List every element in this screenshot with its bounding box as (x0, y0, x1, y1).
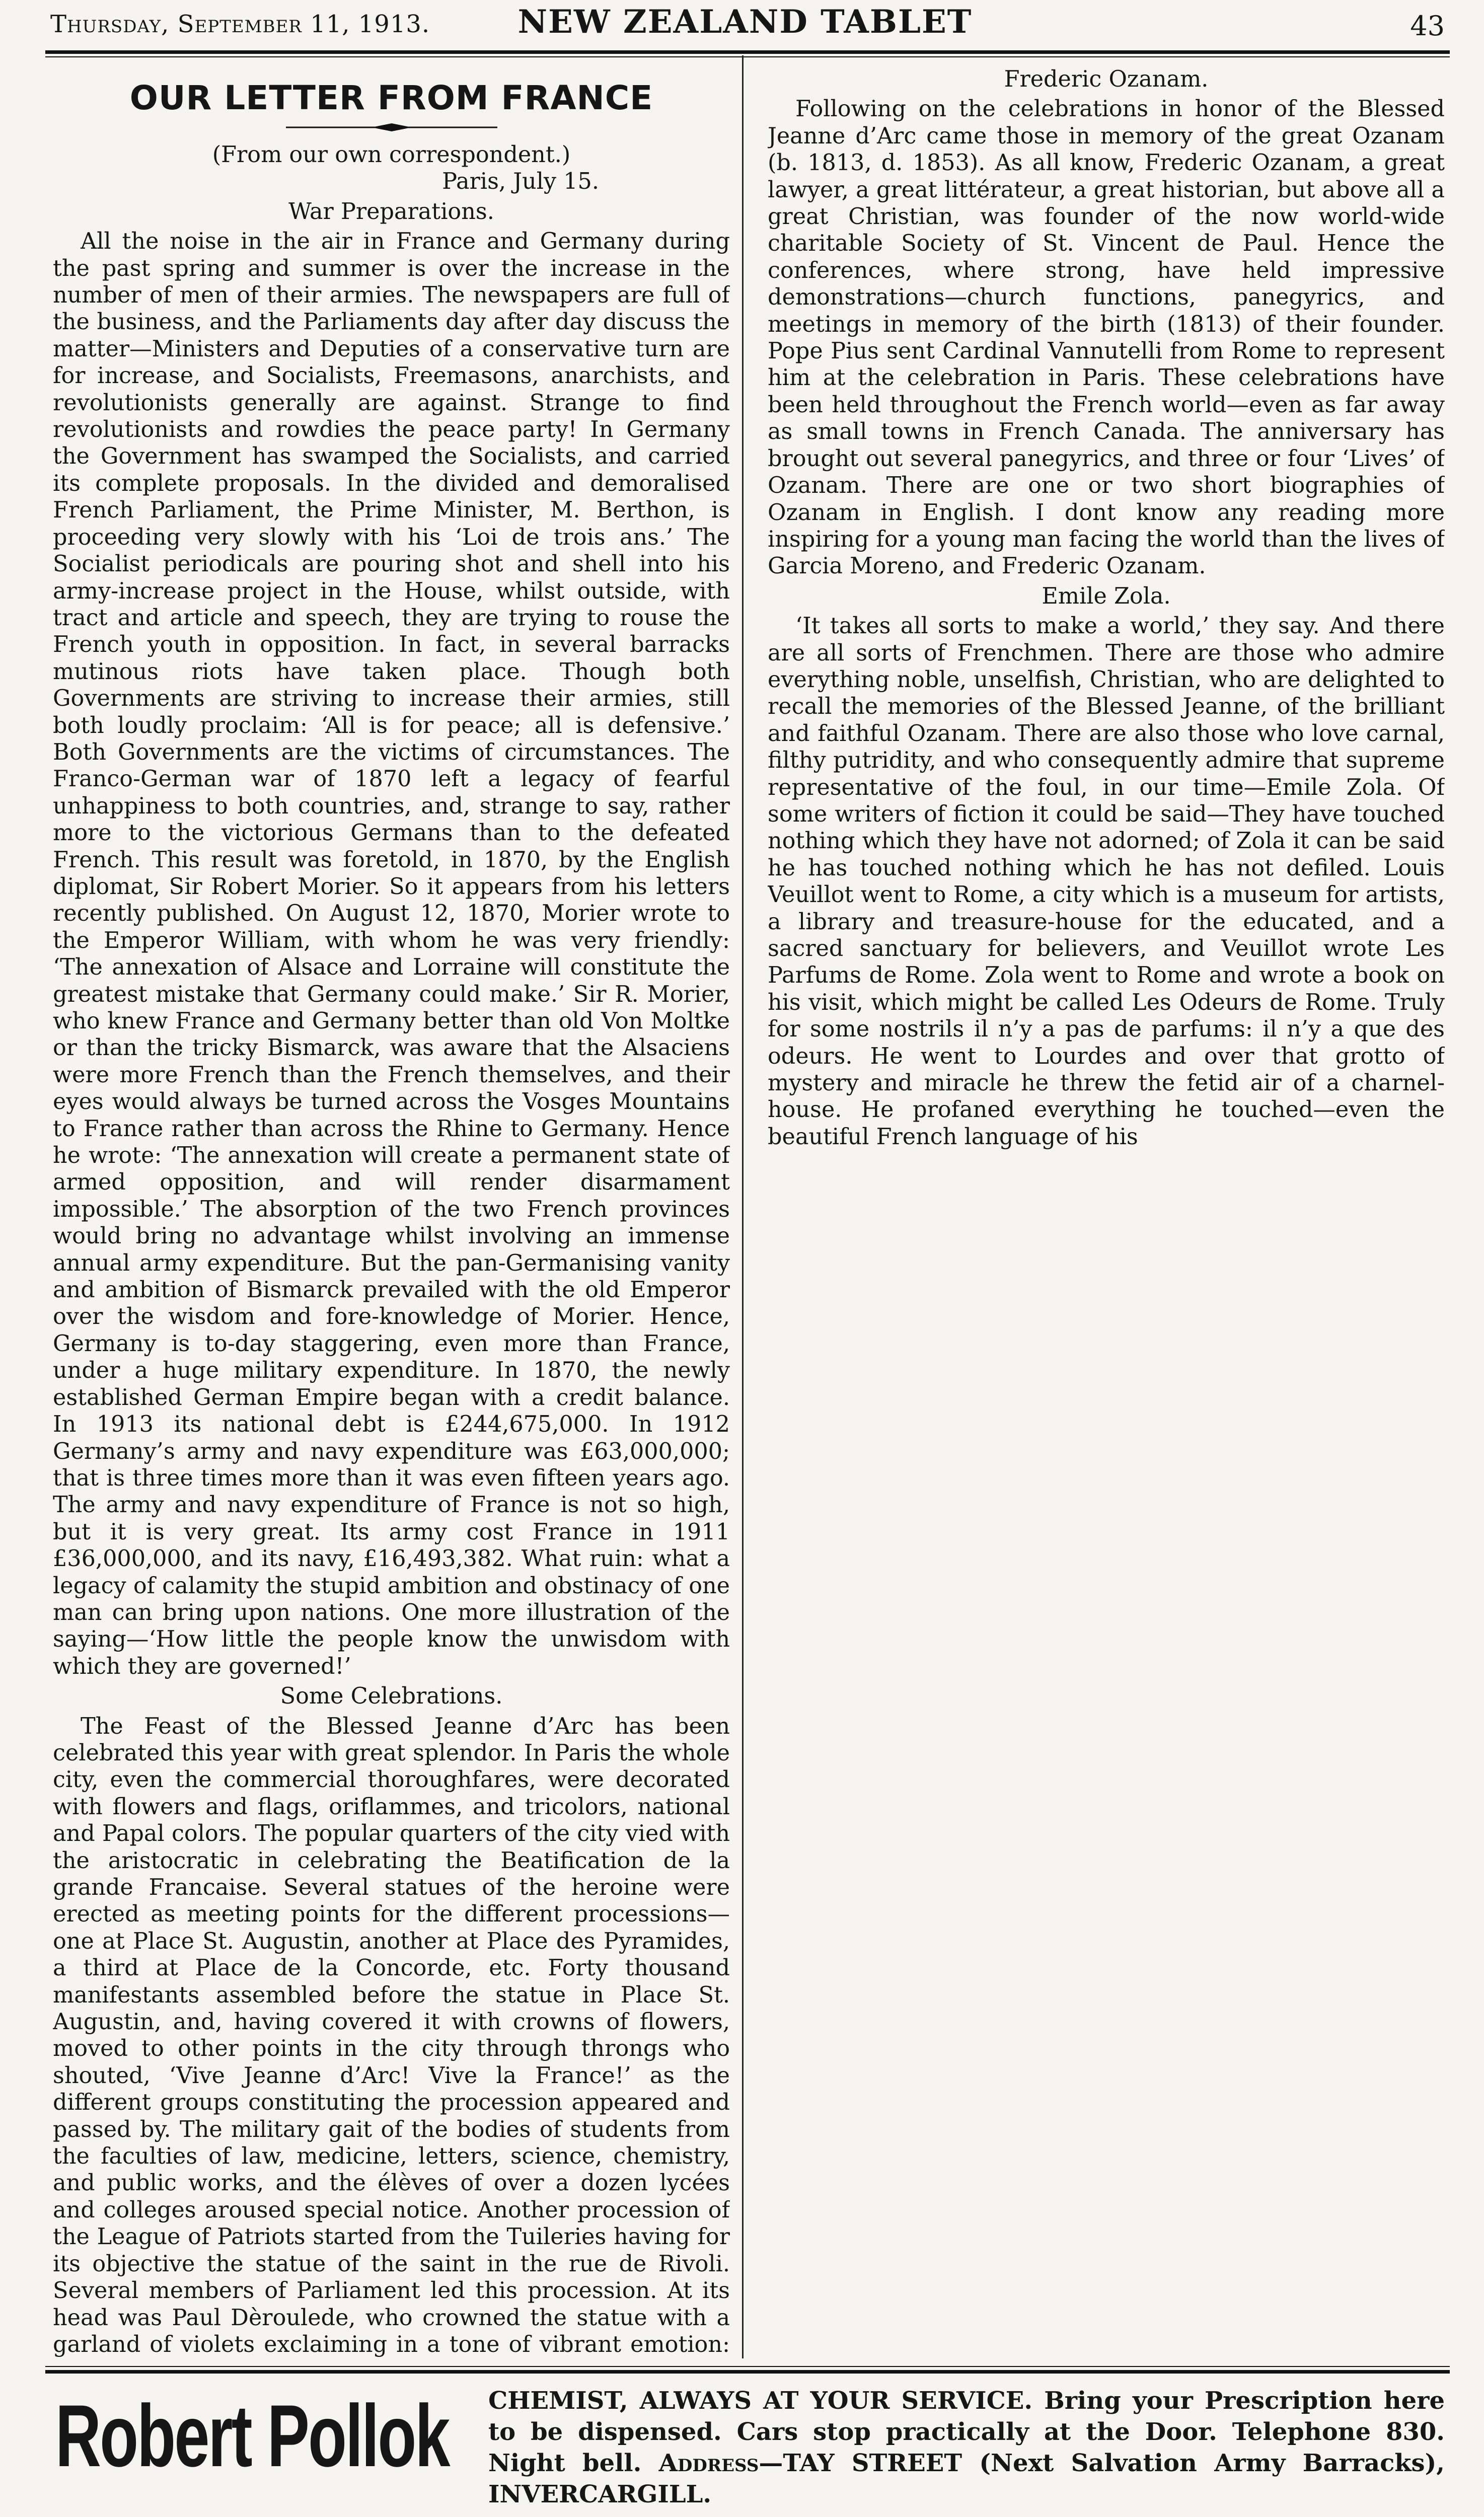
advertisement (45, 2376, 1450, 2512)
advert-rule-top (45, 2366, 1450, 2367)
advert-address-label: Address (658, 2449, 759, 2477)
column-right (768, 63, 1445, 2358)
newspaper-title: NEW ZEALAND TABLET (517, 3, 973, 41)
page-number: 43 (1410, 10, 1445, 42)
article-paragraph: All the noise in the air in France and Germany during the past spring and summer is over the increase in the number of men of their armies. The newspapers are full of the business, and the Parliaments day after day discuss the matter—Ministers and Deputies of a conservative turn are for increase, and Socialists, Freemasons, anarchists, and revolutionists generally are against. Strange to find revolutionists and rowdies the peace party! In Germany the Government has swamped the Socialists, and carried its complete proposals. In the divided and demoralised French Parliament, the Prime Minister, M. Berthon, is proceeding very slowly with his ‘Loi de trois ans.’ The Socialist periodicals are pouring shot and shell into his army-increase project in the House, whilst outside, with tract and article and speech, they are trying to rouse the French youth in opposition. In fact, in several barracks mutinous riots have taken place. Though both Governments are striving to increase their armies, still both loudly proclaim: ‘All is for peace; all is defensive.’ Both Governments are the victims of circumstances. The Franco-German war of 1870 left a legacy of fearful unhappiness to both countries, and, strange to say, rather more to the victorious Germans than to the defeated French. This result was foretold, in 1870, by the English diplomat, Sir Robert Morier. So it appears from his letters recently published. On August 12, 1870, Morier wrote to the Emperor William, with whom he was very friendly: ‘The annexation of Alsace and Lorraine will constitute the greatest mistake that Germany could make.’ Sir R. Morier, who knew France and Germany better than old Von Moltke or than the tricky Bismarck, was aware that the Alsaciens were more French than the French themselves, and their eyes would always be turned across the Vosges Mountains to France rather than across the Rhine to Germany. Hence he wrote: ‘The annexation will create a permanent state of armed opposition, and will render disarmament impossible.’ The absorption of the two French provinces would bring no advantage whilst involving an immense annual army expenditure. But the pan-Germanising vanity and ambition of Bismarck prevailed with the old Emperor over the wisdom and fore-knowledge of Morier. Hence, Germany is to-day staggering, even more than France, under a huge military expenditure. In 1870, the newly established German Empire began with a credit balance. In 1913 its national debt is £244,675,000. In 1912 Germany’s army and navy expenditure was £63,000,000; that is three times more than it was even fifteen years ago. The army and navy expenditure of France is not so high, but it is very great. Its army cost France in 1911 £36,000,000, and its navy, £16,493,382. What ruin: what a legacy of calamity the stupid ambition and obstinacy of one man can bring upon nations. One more illustration of the saying—‘How little the people know the unwisdom with which they are governed!’ (53, 229, 730, 1679)
article-paragraph: ‘It takes all sorts to make a world,’ they say. And there are all sorts of Frenchmen. There are those who admire everything noble, unselfish, Christian, who are delighted to recall the memories of the Blessed Jeanne, of the brilliant and faithful Ozanam. There are also those who love carnal, filthy putridity, and who consequently admire that supreme representative of the foul, in our time—Emile Zola. Of some writers of fiction it could be said—They have touched nothing which they have not adorned; of Zola it can be said he has touched nothing which he has not defiled. Louis Veuillot went to Rome, a city which is a museum for artists, a library and treasure-house for the educated, and a sacred sanctuary for believers, and Veuillot wrote Les Parfums de Rome. Zola went to Rome and wrote a book on his visit, which might be called Les Odeurs de Rome. Truly for some nostrils il n’y a pas de parfums: il n’y a que des odeurs. He went to Lourdes and over that grotto of mystery and miracle he threw the fetid air of a charnel-house. He profaned everything he touched—even the beautiful French language of his (768, 613, 1445, 1150)
advert-line: CHEMIST, ALWAYS AT YOUR SERVICE. Bring your Prescription here to be dispensed. Cars stop practically at the Door. Telephone 830. Night bell. (488, 2387, 1445, 2477)
title-rule-ornament (286, 122, 497, 132)
byline: (From our own correspondent.) (212, 142, 571, 168)
article-paragraph: The Feast of the Blessed Jeanne d’Arc has been celebrated this year with great splendor. In Paris the whole city, even the commercial thoroughfares, were decorated with flowers and flags, oriflammes, and tricolors, national and Papal colors. The popular quarters of the city vied with the aristocratic in celebrating the Beatification de la grande Francaise. Several statues of the heroine were erected as meeting points for the different processions—one at Place St. Augustin, another at Place des Pyramides, a third at Place de la Concorde, etc. Forty thousand manifestants assembled before the statue in Place St. Augustin, and, having covered it with crowns of flowers, moved to other points in the city through throngs who shouted, ‘Vive Jeanne d’Arc! Vive la France!’ as the different groups constituting the procession appeared and passed by. The military gait of the bodies of students from the faculties of law, medicine, letters, science, chemistry, and public works, and the élèves of over a dozen lycées and colleges aroused special notice. Another procession of the League of Patriots started from the Tuileries having for its objective the statue of the saint in the rue de Rivoli. Several members of Parliament led this procession. At its head was Paul Dèroulede, who crowned the statue with a garland of violets exclaiming in a tone of vibrant emotion: (53, 1713, 730, 2357)
article-paragraph: Following on the celebrations in honor of the Blessed Jeanne d’Arc came those in memory of the great Ozanam (b. 1813, d. 1853). As all know, Frederic Ozanam, a great lawyer, a great littérateur, a great historian, but above all a great Christian, was founder of the now world-wide charitable Society of St. Vincent de Paul. Hence the conferences, where strong, have held impressive demonstrations—church functions, panegyrics, and meetings in memory of the birth (1813) of their founder. Pope Pius sent Cardinal Vannutelli from Rome to represent him at the celebration in Paris. These celebrations have been held throughout the French world—even as far away as small towns in French Canada. The anniversary has brought out several panegyrics, and three or four ‘Lives’ of Ozanam. There are one or two short biographies of Ozanam in English. I dont know any reading more inspiring for a young man facing the world than the lives of Garcia Moreno, and Frederic Ozanam. (768, 96, 1445, 579)
section-heading: Some Celebrations. (280, 1683, 503, 1710)
advert-rule-top-thick (45, 2370, 1450, 2374)
masthead-rule-thin (45, 56, 1450, 57)
section-heading: Emile Zola. (1042, 583, 1171, 609)
section-heading: War Preparations. (288, 198, 494, 225)
article-title: OUR LETTER FROM FRANCE (129, 79, 653, 117)
advert-brand: Robert Pollok (55, 2387, 449, 2485)
column-left (53, 63, 730, 2358)
issue-date: Thursday, September 11, 1913. (50, 10, 430, 38)
advert-address: —TAY STREET (Next Salvation Army Barracks), INVERCARGILL. (488, 2449, 1445, 2508)
dateline: Paris, July 15. (442, 169, 599, 195)
masthead-rule (45, 50, 1450, 54)
advert-text (488, 2385, 1445, 2510)
column-divider (742, 55, 744, 2358)
section-heading: Frederic Ozanam. (1004, 66, 1209, 92)
masthead (40, 3, 1450, 51)
